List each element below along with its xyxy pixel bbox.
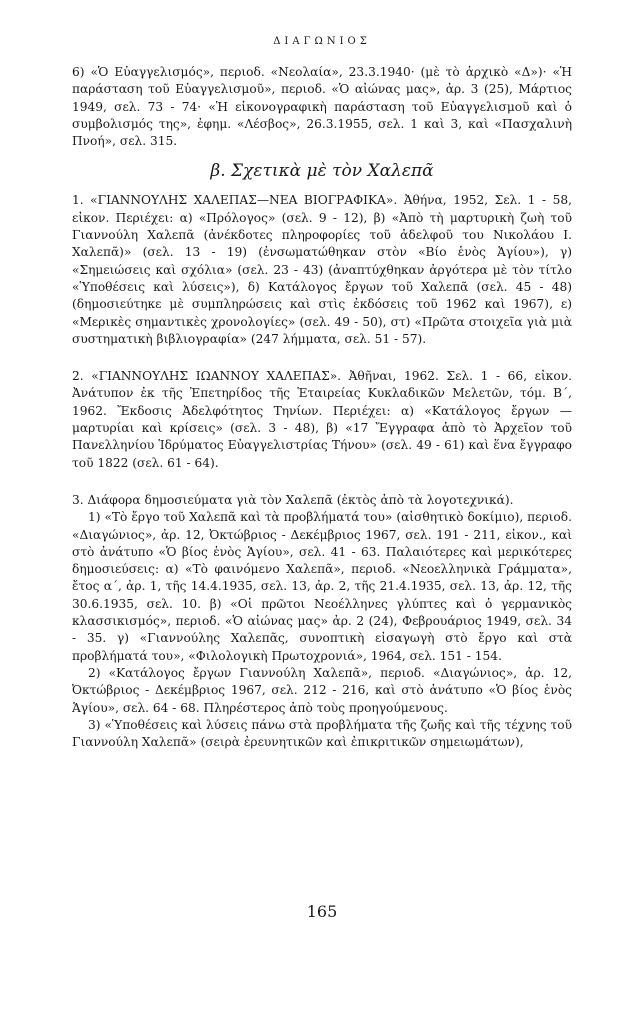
page-content [72, 64, 572, 751]
bibliography-entry-2: 2. «ΓΙΑΝΝΟΥΛΗΣ ΙΩΑΝΝΟΥ ΧΑΛΕΠΑΣ». Ἀθῆναι, 1962. Σελ. 1 - 66, εἰκον. Ἀνάτυπον ἐκ τῆς Ἐπετηρίδος τῆς Ἑταιρείας Κυκλαδικῶν Μελετῶν, τόμ. Β΄, 1962. Ἔκδοσις Ἀδελφότητος Τηνίων. Περιέχει: α) «Κατάλογος ἔργων — μαρτυρίαι καὶ κρίσεις» (σελ. 3 - 48), β) «17 Ἔγγραφα ἀπὸ τὸ Ἀρχεῖον τοῦ Πανελληνίου Ἱδρύματος Εὐαγγελιστρίας Τήνου» (σελ. 49 - 61) καὶ ἕνα ἔγγραφο τοῦ 1822 (σελ. 61 - 64). [72, 369, 572, 470]
section-heading: β. Σχετικὰ μὲ τὸν Χαλεπᾶ [210, 161, 434, 182]
publication-item-3: 3) «Ὑποθέσεις καὶ λύσεις πάνω στὰ προβλήματα τῆς ζωῆς καὶ τῆς τέχνης τοῦ Γιαννούλη Χαλεπᾶ» (σειρὰ ἐρευνητικῶν καὶ ἐπικριτικῶν σημειωμάτων), [72, 717, 572, 750]
publication-item-1: 1) «Τὸ ἔργο τοῦ Χαλεπᾶ καὶ τὰ προβλήματά του» (αἰσθητικὸ δοκίμιο), περιοδ. «Διαγώνιος», ἀρ. 12, Ὀκτώβριος - Δεκέμβριος 1967, σελ. 191 - 211, εἰκον., καὶ στὸ ἀνάτυπο «Ὁ βίος ἑνὸς Ἁγίου», σελ. 41 - 63. Παλαιότερες καὶ μερικότερες δημοσιεύσεις: α) «Τὸ φαινόμενο Χαλεπᾶ», περιοδ. «Νεοελληνικὰ Γράμματα», ἔτος α΄, ἀρ. 1, τῆς 14.4.1935, σελ. 13, ἀρ. 2, τῆς 21.4.1935, σελ. 13, ἀρ. 12, τῆς 30.6.1935, σελ. 10. β) «Οἱ πρῶτοι Νεοέλληνες γλύπτες καὶ ὁ γερμανικὸς κλασσικισμός», περιοδ. «Ὁ αἰώνας μας» ἀρ. 2 (24), Φεβρουάριος 1949, σελ. 34 - 35. γ) «Γιαννούλης Χαλεπᾶς, συνοπτικὴ εἰσαγωγὴ στὸ ἔργο καὶ στὰ προβλήματά του», «Φιλολογικὴ Πρωτοχρονιά», 1964, σελ. 151 - 154. [72, 510, 572, 663]
page-number: 165 [306, 902, 338, 921]
bibliography-entry-3: 3. Διάφορα δημοσιεύματα γιὰ τὸν Χαλεπᾶ (ἐκτὸς ἀπὸ τὰ λογοτεχνικά). [72, 492, 514, 507]
running-head: ΔΙΑΓΩΝΙΟΣ [273, 36, 371, 47]
bibliography-entry-1: 1. «ΓΙΑΝΝΟΥΛΗΣ ΧΑΛΕΠΑΣ—ΝΕΑ ΒΙΟΓΡΑΦΙΚΑ». Ἀθήνα, 1952, Σελ. 1 - 58, εἰκον. Περιέχει: α) «Πρόλογος» (σελ. 9 - 12), β) «Ἀπὸ τὴ μαρτυρικὴ ζωὴ τοῦ Γιαννούλη Χαλεπᾶ (ἀνέκδοτες πληροφορίες τοῦ ἀδελφοῦ του Νικολάου Ι. Χαλεπᾶ)» (σελ. 13 - 19) (ἐνσωματώθηκαν στὸν «Βίο ἑνὸς Ἁγίου»), γ) «Σημειώσεις καὶ σχόλια» (σελ. 23 - 43) (ἀναπτύχθηκαν ἀργότερα μὲ τὸν τίτλο «Ὑποθέσεις καὶ λύσεις»), δ) Κατάλογος ἔργων τοῦ Χαλεπᾶ (σελ. 45 - 48) (δημοσιεύτηκε μὲ συμπληρώσεις καὶ στὶς ἐκδόσεις τοῦ 1962 καὶ 1967), ε) «Μερικὲς σημαντικὲς χρονολογίες» (σελ. 49 - 50), στ) «Πρῶτα στοιχεῖα γιὰ μιὰ συστηματικὴ βιβλιογραφία» (247 λήμματα, σελ. 51 - 57). [72, 193, 572, 346]
document-page [72, 0, 572, 1024]
publication-item-2: 2) «Κατάλογος ἔργων Γιαννούλη Χαλεπᾶ», περιοδ. «Διαγώνιος», ἀρ. 12, Ὀκτώβριος - Δεκέμβριος 1967, σελ. 212 - 216, καὶ στὸ ἀνάτυπο «Ὁ βίος ἑνὸς Ἁγίου», σελ. 64 - 68. Πληρέστερος ἀπὸ τοὺς προηγούμενους. [72, 665, 572, 715]
continued-note: 6) «Ὁ Εὐαγγελισμός», περιοδ. «Νεολαία», 23.3.1940· (μὲ τὸ ἀρχικὸ «Δ»)· «Ἡ παράσταση τοῦ Εὐαγγελισμοῦ», περιοδ. «Ὁ αἰώνας μας», ἀρ. 3 (25), Μάρτιος 1949, σελ. 73 - 74· «Ἡ εἰκονογραφικὴ παράσταση τοῦ Εὐαγγελισμοῦ καὶ ὁ συμβολισμός της», ἐφημ. «Λέσβος», 26.3.1955, σελ. 1 καὶ 3, καὶ «Πασχαλινὴ Πνοή», σελ. 315. [72, 65, 572, 149]
